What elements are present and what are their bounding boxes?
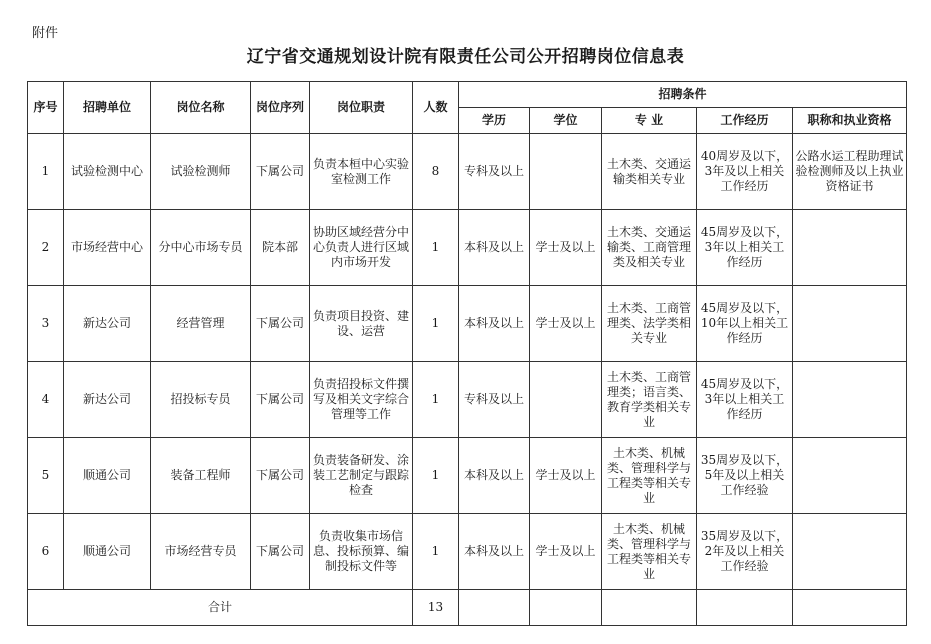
cell-experience: 35周岁及以下，5年及以上相关工作经验	[697, 438, 793, 514]
cell-degree: 学士及以上	[530, 514, 602, 590]
header-conditions: 招聘条件	[459, 82, 907, 108]
cell-degree	[530, 362, 602, 438]
total-empty-cell	[459, 590, 530, 626]
cell-qualification	[793, 438, 907, 514]
cell-duty: 负责装备研发、涂装工艺制定与跟踪检查	[310, 438, 413, 514]
total-label: 合计	[28, 590, 413, 626]
header-sequence: 岗位序列	[251, 82, 310, 134]
attachment-label: 附件	[32, 26, 59, 41]
cell-major: 土木类、机械类、管理科学与工程类等相关专业	[602, 514, 697, 590]
total-empty-cell	[530, 590, 602, 626]
total-count: 13	[413, 590, 459, 626]
cell-qualification	[793, 514, 907, 590]
cell-experience: 45周岁及以下，10年以上相关工作经历	[697, 286, 793, 362]
cell-sequence: 院本部	[251, 210, 310, 286]
cell-major: 土木类、交通运输类相关专业	[602, 134, 697, 210]
cell-education: 专科及以上	[459, 134, 530, 210]
cell-position: 经营管理	[151, 286, 251, 362]
page-title: 辽宁省交通规划设计院有限责任公司公开招聘岗位信息表	[246, 47, 685, 67]
cell-major: 土木类、工商管理类；语言类、教育学类相关专业	[602, 362, 697, 438]
cell-unit: 试验检测中心	[64, 134, 151, 210]
cell-education: 本科及以上	[459, 210, 530, 286]
header-count: 人数	[413, 82, 459, 134]
cell-duty: 负责招投标文件撰写及相关文字综合管理等工作	[310, 362, 413, 438]
cell-education: 专科及以上	[459, 362, 530, 438]
cell-position: 分中心市场专员	[151, 210, 251, 286]
cell-major: 土木类、交通运输类、工商管理类及相关专业	[602, 210, 697, 286]
cell-unit: 新达公司	[64, 362, 151, 438]
cell-seq: 1	[28, 134, 64, 210]
cell-seq: 4	[28, 362, 64, 438]
total-empty-cell	[602, 590, 697, 626]
cell-unit: 顺通公司	[64, 438, 151, 514]
cell-sequence: 下属公司	[251, 286, 310, 362]
cell-sequence: 下属公司	[251, 438, 310, 514]
total-empty-cell	[793, 590, 907, 626]
header-row-top	[28, 82, 907, 108]
cell-qualification	[793, 362, 907, 438]
cell-position: 试验检测师	[151, 134, 251, 210]
total-row	[28, 590, 907, 626]
table-row	[28, 362, 907, 438]
header-degree: 学位	[530, 108, 602, 134]
cell-experience: 45周岁及以下，3年以上相关工作经历	[697, 362, 793, 438]
cell-duty: 负责收集市场信息、投标预算、编制投标文件等	[310, 514, 413, 590]
table-row	[28, 210, 907, 286]
cell-position: 招投标专员	[151, 362, 251, 438]
cell-qualification	[793, 210, 907, 286]
cell-unit: 顺通公司	[64, 514, 151, 590]
cell-unit: 市场经营中心	[64, 210, 151, 286]
table-row	[28, 286, 907, 362]
cell-experience: 45周岁及以下，3年以上相关工作经历	[697, 210, 793, 286]
cell-seq: 5	[28, 438, 64, 514]
cell-sequence: 下属公司	[251, 362, 310, 438]
cell-position: 市场经营专员	[151, 514, 251, 590]
cell-education: 本科及以上	[459, 286, 530, 362]
cell-position: 装备工程师	[151, 438, 251, 514]
cell-seq: 6	[28, 514, 64, 590]
header-education: 学历	[459, 108, 530, 134]
cell-education: 本科及以上	[459, 438, 530, 514]
cell-experience: 40周岁及以下，3年及以上相关工作经历	[697, 134, 793, 210]
cell-major: 土木类、机械类、管理科学与工程类等相关专业	[602, 438, 697, 514]
cell-degree: 学士及以上	[530, 286, 602, 362]
header-unit: 招聘单位	[64, 82, 151, 134]
cell-major: 土木类、工商管理类、法学类相关专业	[602, 286, 697, 362]
cell-count: 1	[413, 362, 459, 438]
total-empty-cell	[697, 590, 793, 626]
cell-sequence: 下属公司	[251, 134, 310, 210]
cell-count: 8	[413, 134, 459, 210]
header-position: 岗位名称	[151, 82, 251, 134]
cell-duty: 协助区域经营分中心负责人进行区域内市场开发	[310, 210, 413, 286]
cell-count: 1	[413, 514, 459, 590]
header-seq: 序号	[28, 82, 64, 134]
cell-seq: 2	[28, 210, 64, 286]
table-row	[28, 438, 907, 514]
cell-education: 本科及以上	[459, 514, 530, 590]
table-row	[28, 514, 907, 590]
cell-sequence: 下属公司	[251, 514, 310, 590]
table-row	[28, 134, 907, 210]
cell-degree: 学士及以上	[530, 210, 602, 286]
cell-unit: 新达公司	[64, 286, 151, 362]
cell-degree: 学士及以上	[530, 438, 602, 514]
header-qualification: 职称和执业资格	[793, 108, 907, 134]
header-experience: 工作经历	[697, 108, 793, 134]
cell-seq: 3	[28, 286, 64, 362]
cell-count: 1	[413, 210, 459, 286]
header-duty: 岗位职责	[310, 82, 413, 134]
recruitment-table	[27, 81, 907, 626]
cell-qualification: 公路水运工程助理试验检测师及以上执业资格证书	[793, 134, 907, 210]
cell-degree	[530, 134, 602, 210]
cell-count: 1	[413, 286, 459, 362]
header-major: 专 业	[602, 108, 697, 134]
cell-qualification	[793, 286, 907, 362]
cell-count: 1	[413, 438, 459, 514]
cell-duty: 负责本桓中心实验室检测工作	[310, 134, 413, 210]
cell-duty: 负责项目投资、建设、运营	[310, 286, 413, 362]
cell-experience: 35周岁及以下，2年及以上相关工作经验	[697, 514, 793, 590]
